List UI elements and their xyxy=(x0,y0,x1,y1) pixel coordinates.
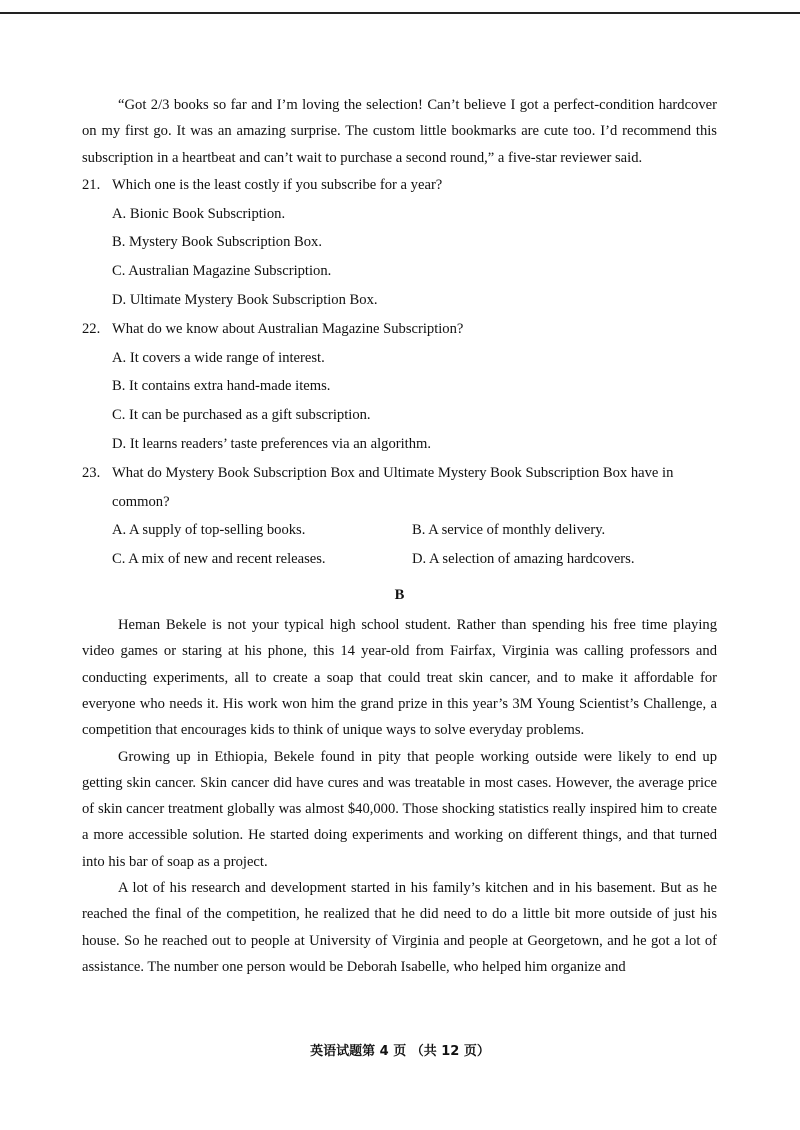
passage-paragraph: Heman Bekele is not your typical high school student. Rather than spending his free time playing video games or staring at his phone, this 14 year-old from Fairfax, Virginia was calling professors and conducting experiments, all to create a soap that could treat skin cancer, and to make it affordable for everyone who needs it. His work won him the grand prize in this year’s 3M Young Scientist’s Challenge, a competition that encourages kids to think of unique ways to solve everyday problems. xyxy=(82,617,717,739)
review-quote: “Got 2/3 books so far and I’m loving the selection! Can’t believe I got a perfect-condition hardcover on my first go. It was an amazing surprise. The custom little bookmarks are cute too. I’d recommend this subscription in a heartbeat and can’t wait to purchase a second round,” a five-star reviewer said. xyxy=(82,97,717,166)
option-a: A. Bionic Book Subscription. xyxy=(112,205,286,222)
option-d: D. It learns readers’ taste preferences via an algorithm. xyxy=(112,436,432,453)
option-a: A. It covers a wide range of interest. xyxy=(112,349,325,366)
question-22 xyxy=(82,315,717,459)
question-23 xyxy=(82,459,717,574)
passage-paragraph: A lot of his research and development started in his family’s kitchen and in his basement. But as he reached the final of the competition, he realized that he did need to do a little bit more outside of just his house. So he reached out to people at University of Virginia and people at Georgetown, and he got a lot of assistance. The number one person would be Deborah Isabelle, who helped him organize and xyxy=(82,880,717,975)
option-d: D. Ultimate Mystery Book Subscription Box. xyxy=(112,292,378,309)
option-c: C. It can be purchased as a gift subscription. xyxy=(112,407,371,424)
page-footer: 英语试题第 4 页 （共 12 页） xyxy=(310,1044,490,1059)
option-c: C. A mix of new and recent releases. xyxy=(112,551,326,568)
question-21 xyxy=(82,171,717,315)
option-b: B. A service of monthly delivery. xyxy=(412,522,606,539)
question-stem: What do we know about Australian Magazine Subscription? xyxy=(112,320,464,337)
question-number: 23. xyxy=(82,464,101,481)
passage-paragraph: Growing up in Ethiopia, Bekele found in pity that people working outside were likely to end up getting skin cancer. Skin cancer did have cures and was treatable in most cases. However, the average price of skin cancer treatment globally was almost $40,000. Those shocking statistics really inspired him to create a more accessible solution. He started doing experiments and working on different things, and that turned into his bar of soap as a project. xyxy=(82,748,717,870)
question-number: 21. xyxy=(82,176,101,193)
exam-page-content xyxy=(82,92,717,980)
option-c: C. Australian Magazine Subscription. xyxy=(112,263,332,280)
option-b: B. Mystery Book Subscription Box. xyxy=(112,234,322,251)
question-number: 22. xyxy=(82,320,101,337)
question-stem: Which one is the least costly if you subscribe for a year? xyxy=(112,176,443,193)
question-stem: What do Mystery Book Subscription Box and Ultimate Mystery Book Subscription Box have in common? xyxy=(112,464,674,510)
option-b: B. It contains extra hand-made items. xyxy=(112,378,331,395)
top-border-line xyxy=(0,12,800,14)
option-a: A. A supply of top-selling books. xyxy=(112,522,306,539)
option-d: D. A selection of amazing hardcovers. xyxy=(412,551,635,568)
section-heading: B xyxy=(394,587,405,604)
